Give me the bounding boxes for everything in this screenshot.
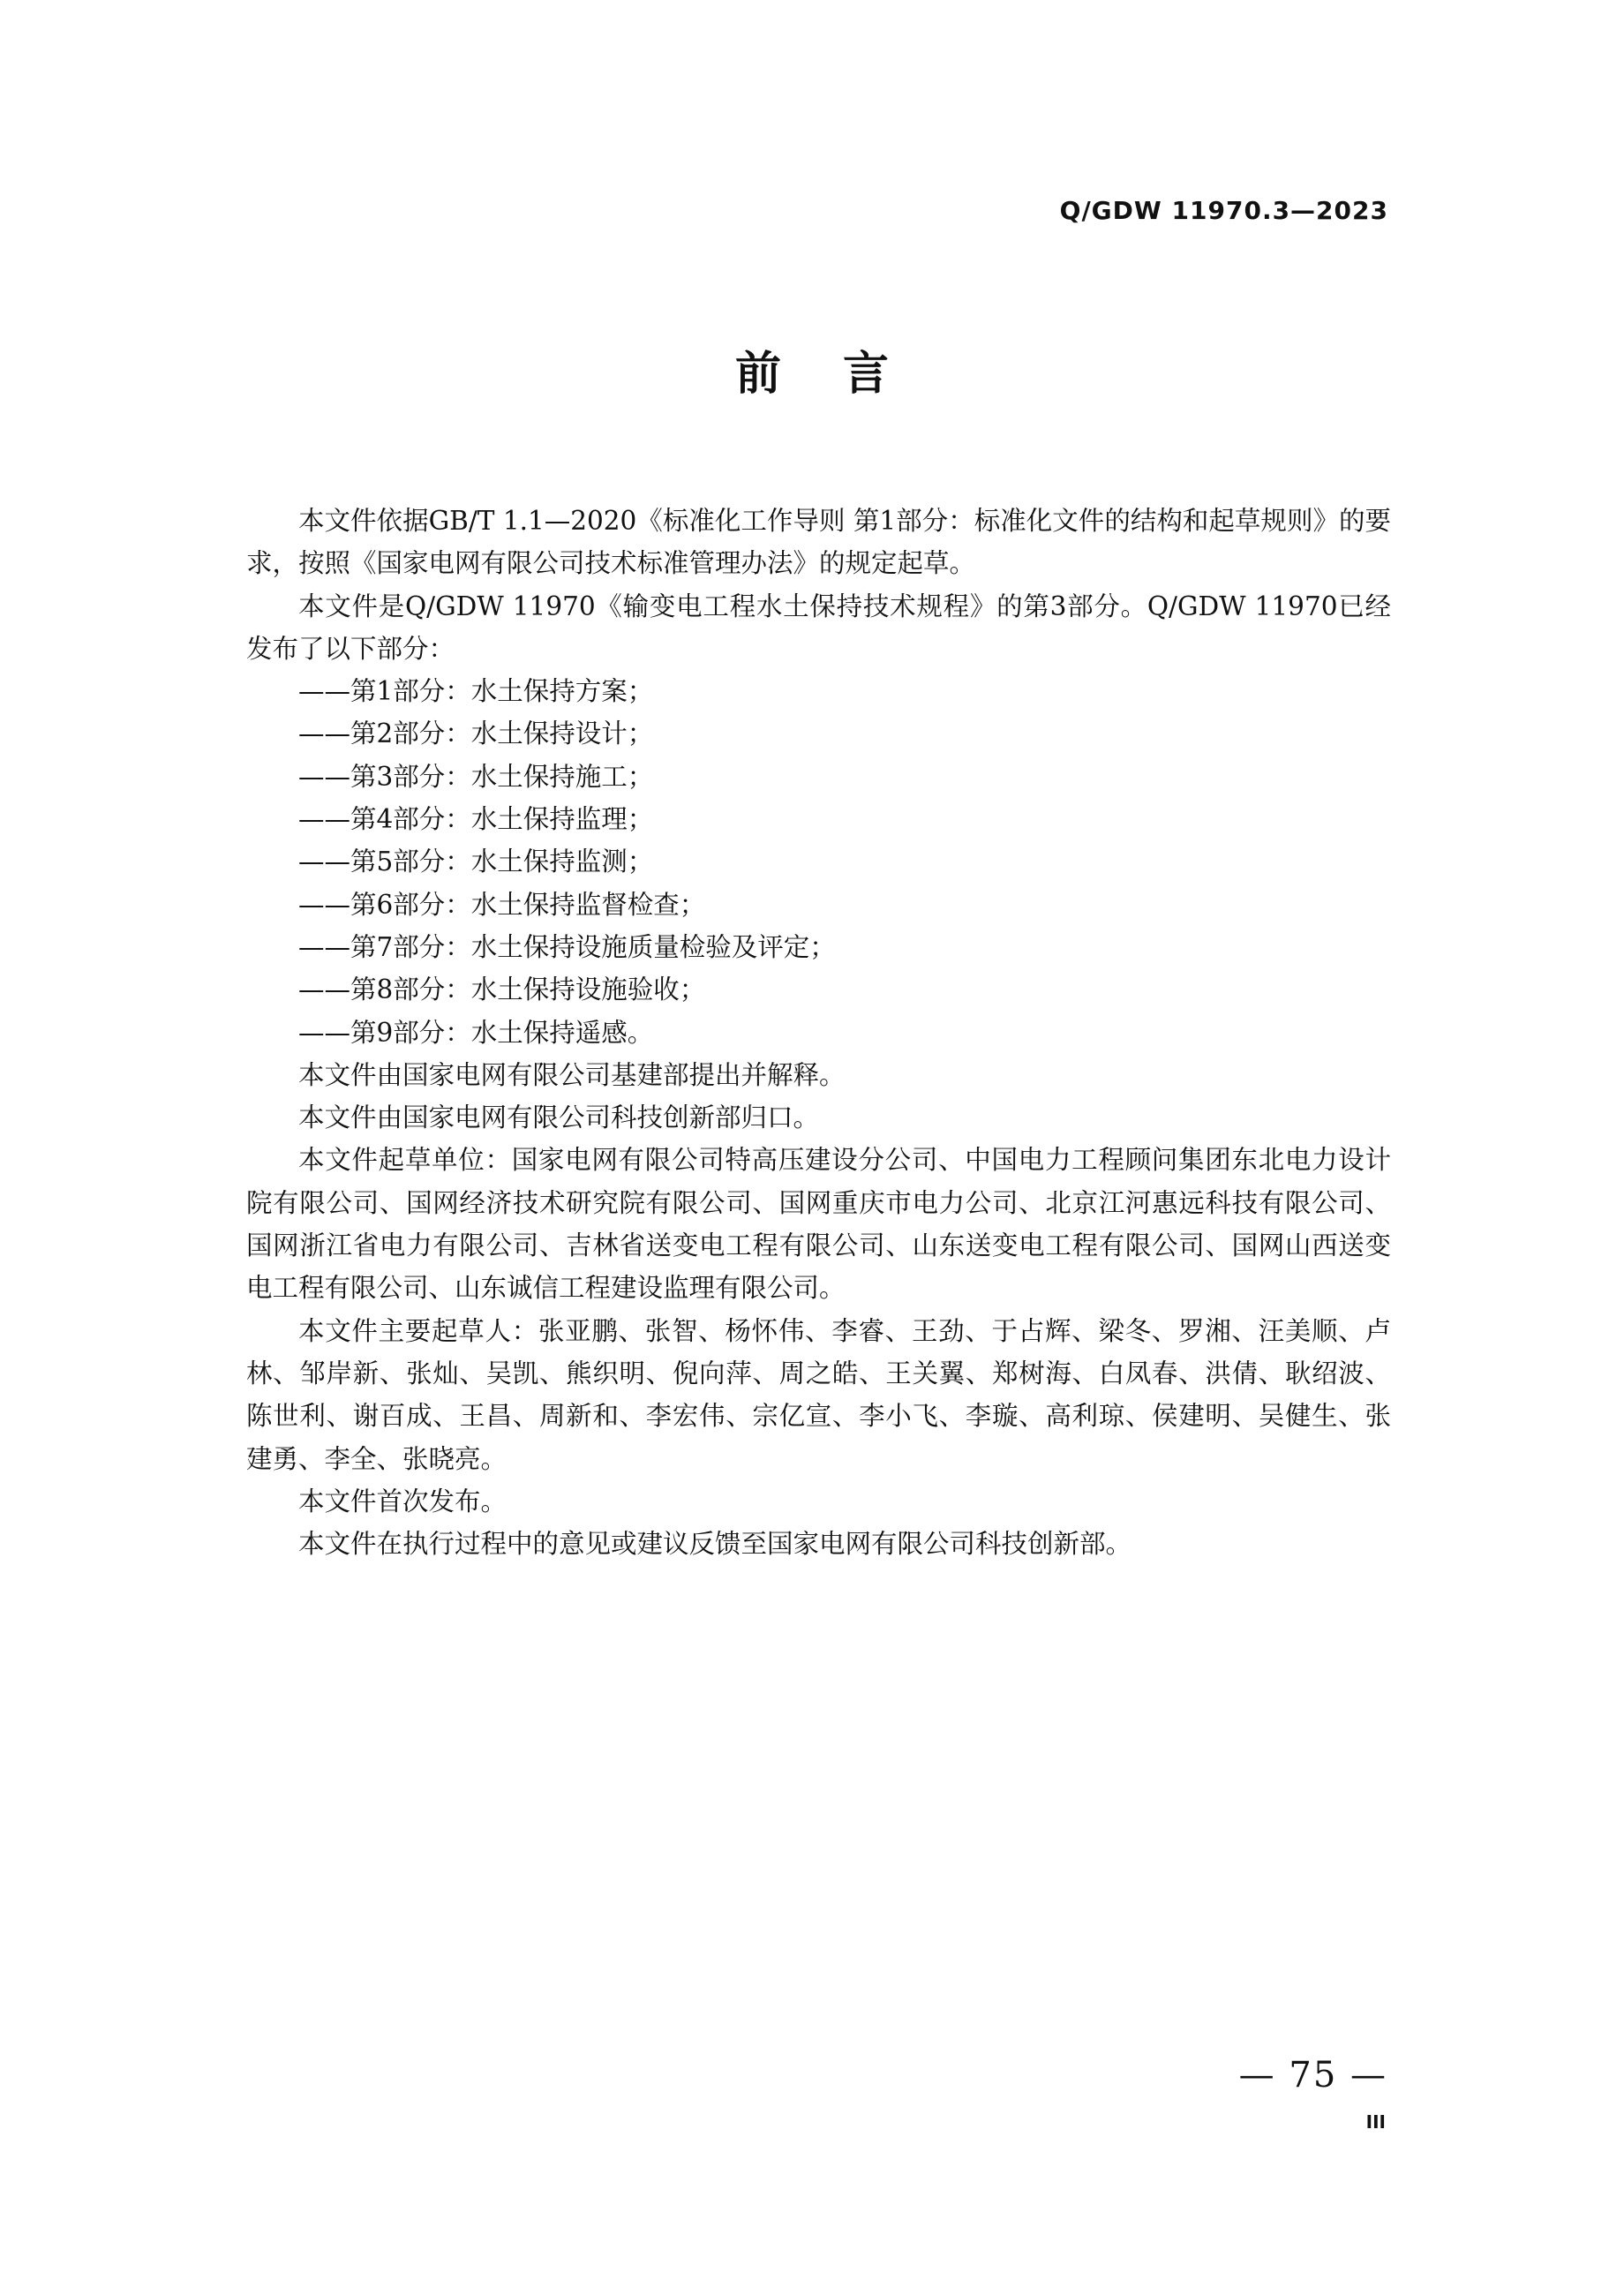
list-item: ——第2部分：水土保持设计； [298,719,654,749]
paragraph-feedback: 本文件在执行过程中的意见或建议反馈至国家电网有限公司科技创新部。 [298,1529,1132,1560]
page-title: 前言 [734,348,951,401]
paragraph-part-info: 本文件是Q/GDW 11970《输变电工程水土保持技术规程》的第3部分。Q/GDW 11970已经发布了以下部分： [246,591,1391,664]
page-number: — 75 — [1238,2055,1387,2096]
paragraph-centralizer: 本文件由国家电网有限公司科技创新部归口。 [298,1102,820,1133]
paragraph-drafters: 本文件主要起草人：张亚鹏、张智、杨怀伟、李睿、王劲、于占辉、梁冬、罗湘、汪美顺、卢林、邹岸新、张灿、吴凯、熊织明、倪向萍、周之皓、王关翼、郑树海、白凤春、洪倩、耿绍波、陈世利、谢百成、王昌、周新和、李宏伟、宗亿宣、李小飞、李璇、高利琼、侯建明、吴健生、张建勇、李全、张晓亮。 [246,1315,1391,1474]
foreword-body [246,500,1391,1565]
list-item: ——第8部分：水土保持设施验收； [298,974,706,1005]
list-item: ——第4部分：水土保持监理； [298,804,654,835]
paragraph-proposer: 本文件由国家电网有限公司基建部提出并解释。 [298,1059,846,1090]
list-item: ——第6部分：水土保持监督检查； [298,889,706,920]
roman-page-number: III [1365,2111,1386,2133]
paragraph-basis: 本文件依据GB/T 1.1—2020《标准化工作导则 第1部分：标准化文件的结构和起草规则》的要求，按照《国家电网有限公司技术标准管理办法》的规定起草。 [246,506,1391,579]
list-item: ——第7部分：水土保持设施质量检验及评定； [298,931,836,962]
document-code: Q/GDW 11970.3—2023 [1059,196,1388,225]
list-item: ——第5部分：水土保持监测； [298,847,654,877]
list-item: ——第1部分：水土保持方案； [298,676,654,707]
list-item: ——第9部分：水土保持遥感。 [298,1017,654,1048]
paragraph-first-release: 本文件首次发布。 [298,1486,508,1516]
paragraph-drafting-units: 本文件起草单位：国家电网有限公司特高压建设分公司、中国电力工程顾问集团东北电力设计院有限公司、国网经济技术研究院有限公司、国网重庆市电力公司、北京江河惠远科技有限公司、国网浙江省电力有限公司、吉林省送变电工程有限公司、山东送变电工程有限公司、国网山西送变电工程有限公司、山东诚信工程建设监理有限公司。 [246,1145,1391,1304]
list-item: ——第3部分：水土保持施工； [298,761,654,792]
